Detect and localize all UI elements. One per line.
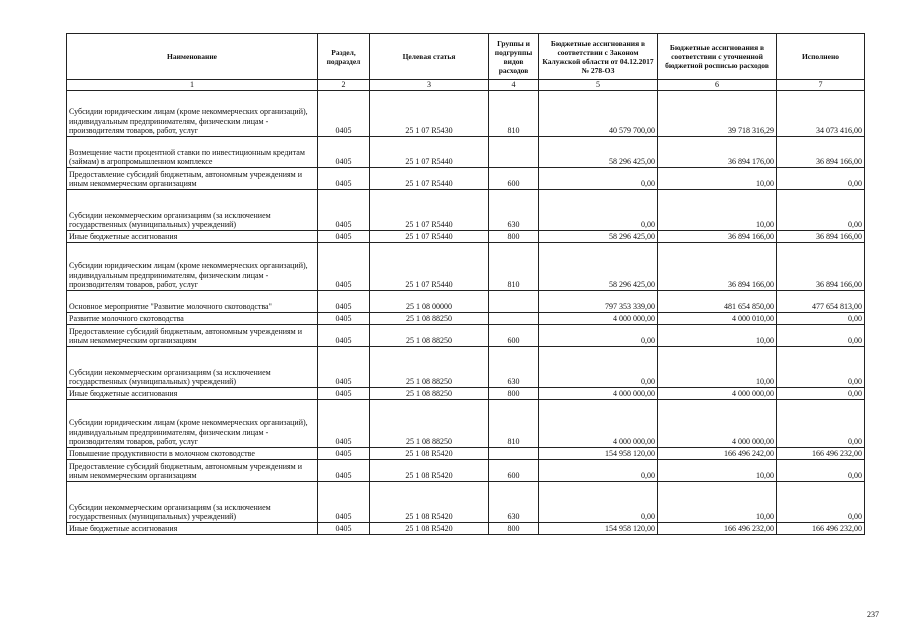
- row-law: 58 296 425,00: [539, 242, 658, 290]
- row-revised: 10,00: [658, 189, 777, 230]
- row-target: 25 1 08 88250: [370, 387, 489, 399]
- row-target: 25 1 08 88250: [370, 346, 489, 387]
- row-done: 0,00: [777, 346, 865, 387]
- row-target: 25 1 07 R5430: [370, 90, 489, 136]
- row-target: 25 1 08 00000: [370, 290, 489, 312]
- row-done: 0,00: [777, 459, 865, 481]
- header-name: Наименование: [67, 34, 318, 80]
- row-law: 4 000 000,00: [539, 312, 658, 324]
- row-section: 0405: [318, 167, 370, 189]
- row-group: 800: [489, 230, 539, 242]
- row-done: 0,00: [777, 399, 865, 447]
- row-name: Повышение продуктивности в молочном скотоводстве: [67, 447, 318, 459]
- table-row: [67, 481, 865, 522]
- row-revised: 166 496 242,00: [658, 447, 777, 459]
- row-section: 0405: [318, 136, 370, 167]
- col-number: 2: [318, 80, 370, 91]
- row-done: 36 894 166,00: [777, 242, 865, 290]
- row-name: Иные бюджетные ассигнования: [67, 522, 318, 534]
- row-section: 0405: [318, 189, 370, 230]
- row-group: [489, 447, 539, 459]
- row-revised: 10,00: [658, 459, 777, 481]
- row-name: Развитие молочного скотоводства: [67, 312, 318, 324]
- row-group: [489, 290, 539, 312]
- row-law: 0,00: [539, 459, 658, 481]
- row-section: 0405: [318, 324, 370, 346]
- row-section: 0405: [318, 346, 370, 387]
- col-number: 7: [777, 80, 865, 91]
- row-group: [489, 136, 539, 167]
- row-revised: 39 718 316,29: [658, 90, 777, 136]
- row-done: 166 496 232,00: [777, 522, 865, 534]
- row-revised: 36 894 166,00: [658, 242, 777, 290]
- row-target: 25 1 08 88250: [370, 399, 489, 447]
- row-law: 4 000 000,00: [539, 399, 658, 447]
- header-revised: Бюджетные ассигнования в соответствии с уточненной бюджетной росписью расходов: [658, 34, 777, 80]
- row-done: 0,00: [777, 481, 865, 522]
- row-revised: 481 654 850,00: [658, 290, 777, 312]
- row-section: 0405: [318, 522, 370, 534]
- table-row: [67, 387, 865, 399]
- table-row: [67, 136, 865, 167]
- table-row: [67, 447, 865, 459]
- row-target: 25 1 08 R5420: [370, 481, 489, 522]
- table-row: [67, 189, 865, 230]
- col-number: 1: [67, 80, 318, 91]
- row-section: 0405: [318, 242, 370, 290]
- row-section: 0405: [318, 399, 370, 447]
- row-law: 40 579 700,00: [539, 90, 658, 136]
- row-group: 800: [489, 522, 539, 534]
- row-group: 630: [489, 346, 539, 387]
- row-law: 154 958 120,00: [539, 447, 658, 459]
- row-law: 0,00: [539, 167, 658, 189]
- row-section: 0405: [318, 387, 370, 399]
- row-section: 0405: [318, 447, 370, 459]
- header-done: Исполнено: [777, 34, 865, 80]
- row-revised: 10,00: [658, 324, 777, 346]
- row-name: Возмещение части процентной ставки по инвестиционным кредитам (займам) в агропромышленном комплексе: [67, 136, 318, 167]
- row-name: Основное мероприятие "Развитие молочного скотоводства": [67, 290, 318, 312]
- table-row: [67, 167, 865, 189]
- row-done: 166 496 232,00: [777, 447, 865, 459]
- row-name: Предоставление субсидий бюджетным, автономным учреждениям и иным некоммерческим организациям: [67, 324, 318, 346]
- row-done: 0,00: [777, 189, 865, 230]
- row-target: 25 1 08 R5420: [370, 522, 489, 534]
- row-name: Субсидии некоммерческим организациям (за исключением государственных (муниципальных) учреждений): [67, 481, 318, 522]
- row-name: Субсидии юридическим лицам (кроме некоммерческих организаций), индивидуальным предпринимателям, физическим лицам - производителям товаров, работ, услуг: [67, 399, 318, 447]
- row-name: Субсидии юридическим лицам (кроме некоммерческих организаций), индивидуальным предпринимателям, физическим лицам - производителям товаров, работ, услуг: [67, 90, 318, 136]
- row-group: 810: [489, 242, 539, 290]
- row-done: 36 894 166,00: [777, 136, 865, 167]
- row-revised: 166 496 232,00: [658, 522, 777, 534]
- row-section: 0405: [318, 459, 370, 481]
- row-group: 810: [489, 90, 539, 136]
- row-done: 36 894 166,00: [777, 230, 865, 242]
- row-target: 25 1 07 R5440: [370, 136, 489, 167]
- header-law: Бюджетные ассигнования в соответствии с Законом Калужской области от 04.12.2017 № 278-ОЗ: [539, 34, 658, 80]
- table-row: [67, 399, 865, 447]
- table-row: [67, 522, 865, 534]
- row-section: 0405: [318, 90, 370, 136]
- table-row: [67, 242, 865, 290]
- row-revised: 10,00: [658, 167, 777, 189]
- row-target: 25 1 07 R5440: [370, 189, 489, 230]
- row-group: 810: [489, 399, 539, 447]
- row-target: 25 1 08 R5420: [370, 447, 489, 459]
- row-law: 4 000 000,00: [539, 387, 658, 399]
- row-section: 0405: [318, 230, 370, 242]
- row-done: 0,00: [777, 387, 865, 399]
- row-revised: 36 894 176,00: [658, 136, 777, 167]
- row-name: Предоставление субсидий бюджетным, автономным учреждениям и иным некоммерческим организациям: [67, 459, 318, 481]
- row-target: 25 1 08 88250: [370, 324, 489, 346]
- row-revised: 4 000 000,00: [658, 387, 777, 399]
- row-revised: 4 000 000,00: [658, 399, 777, 447]
- row-law: 0,00: [539, 189, 658, 230]
- row-law: 797 353 339,00: [539, 290, 658, 312]
- row-name: Иные бюджетные ассигнования: [67, 230, 318, 242]
- row-group: 630: [489, 189, 539, 230]
- row-group: 800: [489, 387, 539, 399]
- row-target: 25 1 07 R5440: [370, 230, 489, 242]
- row-name: Субсидии юридическим лицам (кроме некоммерческих организаций), индивидуальным предпринимателям, физическим лицам - производителям товаров, работ, услуг: [67, 242, 318, 290]
- budget-table: [66, 33, 865, 535]
- row-target: 25 1 08 R5420: [370, 459, 489, 481]
- row-group: 600: [489, 167, 539, 189]
- row-target: 25 1 07 R5440: [370, 167, 489, 189]
- row-law: 58 296 425,00: [539, 230, 658, 242]
- header-target: Целевая статья: [370, 34, 489, 80]
- column-number-row: [67, 80, 865, 91]
- page-number: 237: [867, 610, 879, 619]
- col-number: 6: [658, 80, 777, 91]
- row-law: 0,00: [539, 481, 658, 522]
- table-row: [67, 90, 865, 136]
- row-done: 0,00: [777, 324, 865, 346]
- row-revised: 36 894 166,00: [658, 230, 777, 242]
- row-done: 477 654 813,00: [777, 290, 865, 312]
- row-group: 600: [489, 459, 539, 481]
- col-number: 3: [370, 80, 489, 91]
- row-law: 58 296 425,00: [539, 136, 658, 167]
- row-revised: 4 000 010,00: [658, 312, 777, 324]
- row-section: 0405: [318, 312, 370, 324]
- table-row: [67, 346, 865, 387]
- row-group: 600: [489, 324, 539, 346]
- row-section: 0405: [318, 290, 370, 312]
- table-row: [67, 459, 865, 481]
- row-name: Иные бюджетные ассигнования: [67, 387, 318, 399]
- row-law: 154 958 120,00: [539, 522, 658, 534]
- row-revised: 10,00: [658, 346, 777, 387]
- table-row: [67, 290, 865, 312]
- row-group: 630: [489, 481, 539, 522]
- row-target: 25 1 07 R5440: [370, 242, 489, 290]
- header-group: Группы и подгруппы видов расходов: [489, 34, 539, 80]
- row-name: Предоставление субсидий бюджетным, автономным учреждениям и иным некоммерческим организациям: [67, 167, 318, 189]
- row-name: Субсидии некоммерческим организациям (за исключением государственных (муниципальных) учреждений): [67, 189, 318, 230]
- row-name: Субсидии некоммерческим организациям (за исключением государственных (муниципальных) учреждений): [67, 346, 318, 387]
- row-done: 34 073 416,00: [777, 90, 865, 136]
- row-law: 0,00: [539, 324, 658, 346]
- table-row: [67, 230, 865, 242]
- row-revised: 10,00: [658, 481, 777, 522]
- row-section: 0405: [318, 481, 370, 522]
- row-group: [489, 312, 539, 324]
- table-row: [67, 312, 865, 324]
- header-row: [67, 34, 865, 80]
- row-done: 0,00: [777, 167, 865, 189]
- table-row: [67, 324, 865, 346]
- header-section: Раздел, подраздел: [318, 34, 370, 80]
- col-number: 5: [539, 80, 658, 91]
- col-number: 4: [489, 80, 539, 91]
- row-done: 0,00: [777, 312, 865, 324]
- row-law: 0,00: [539, 346, 658, 387]
- row-target: 25 1 08 88250: [370, 312, 489, 324]
